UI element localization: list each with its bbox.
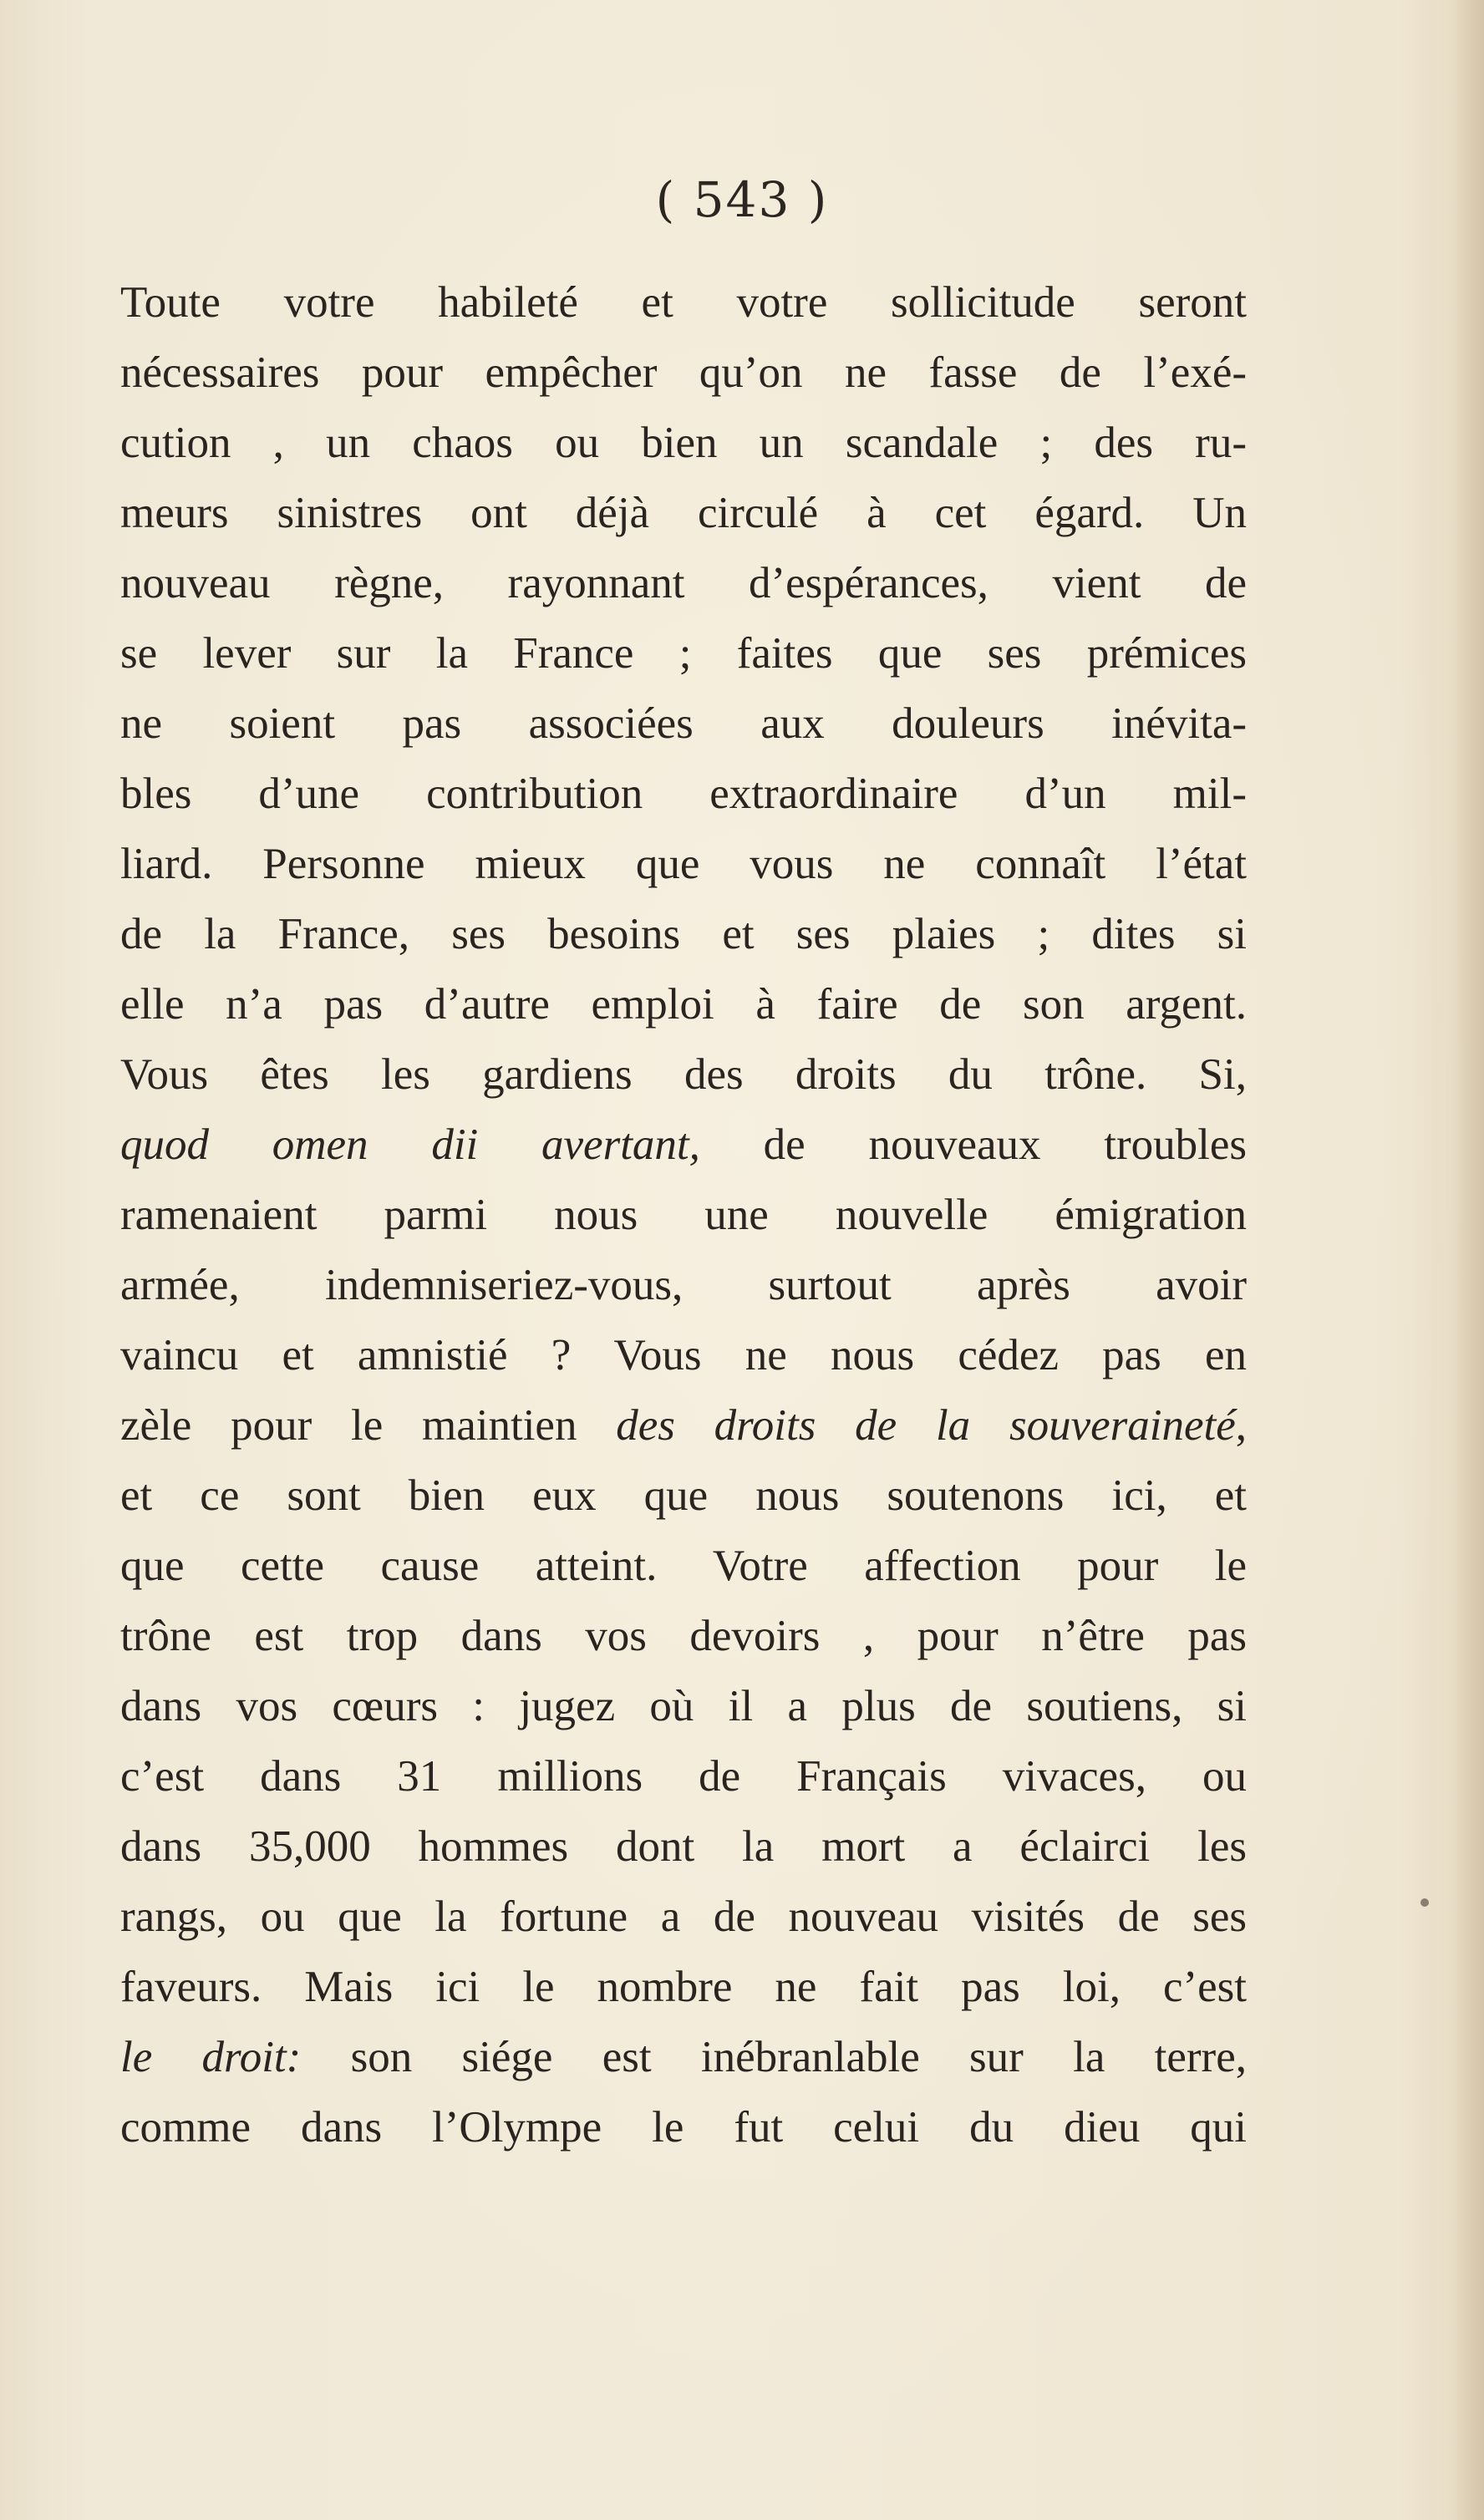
text-line: de la France, ses besoins et ses plaies ; dites si <box>120 910 1247 958</box>
text-line: bles d’une contribution extraordinaire d’un mil- <box>120 770 1247 818</box>
text-line: se lever sur la France ; faites que ses prémices <box>120 629 1247 678</box>
page-number: ( 543 ) <box>655 171 829 228</box>
text-line: nécessaires pour empêcher qu’on ne fasse de l’exé- <box>120 348 1247 397</box>
text-line: dans vos cœurs : jugez où il a plus de soutiens, si <box>120 1682 1247 1730</box>
italic-phrase: des droits de la souveraineté <box>616 1401 1236 1450</box>
text-line: faveurs. Mais ici le nombre ne fait pas loi, c’est <box>120 1963 1247 2011</box>
text-line: nouveau règne, rayonnant d’espérances, vient de <box>120 559 1247 607</box>
text-line: trône est trop dans vos devoirs , pour n’être pas <box>120 1612 1247 1660</box>
paper-speck <box>1420 1898 1429 1907</box>
text-segment: , <box>1235 1401 1247 1450</box>
text-line: Toute votre habileté et votre sollicitude seront <box>120 278 1247 327</box>
text-line: armée, indemniseriez-vous, surtout après avoir <box>120 1261 1247 1309</box>
text-line-mixed <box>120 1110 1247 1180</box>
text-line: dans 35,000 hommes dont la mort a éclairci les <box>120 1822 1247 1871</box>
text-line: ramenaient parmi nous une nouvelle émigration <box>120 1191 1247 1239</box>
text-line: que cette cause atteint. Votre affection pour le <box>120 1542 1247 1590</box>
text-line-mixed <box>120 2022 1247 2092</box>
text-segment: zèle pour le maintien <box>120 1401 617 1450</box>
text-line: comme dans l’Olympe le fut celui du dieu qui <box>120 2103 1247 2152</box>
text-line: c’est dans 31 millions de Français vivaces, ou <box>120 1752 1247 1801</box>
body-text <box>120 267 1247 2162</box>
text-line: rangs, ou que la fortune a de nouveau visités de ses <box>120 1893 1247 1941</box>
text-line: Vous êtes les gardiens des droits du trône. Si, <box>120 1050 1247 1099</box>
text-line: et ce sont bien eux que nous soutenons ici, et <box>120 1471 1247 1520</box>
text-line: meurs sinistres ont déjà circulé à cet égard. Un <box>120 489 1247 537</box>
text-line: vaincu et amnistié ? Vous ne nous cédez pas en <box>120 1331 1247 1379</box>
text-line: ne soient pas associées aux douleurs inévita- <box>120 699 1247 748</box>
text-line-mixed <box>120 1390 1247 1461</box>
italic-phrase: le droit: <box>120 2033 302 2081</box>
page-edge-shadow <box>1451 0 1484 2520</box>
text-segment: son siége est inébranlable sur la terre, <box>301 2033 1247 2081</box>
text-line: liard. Personne mieux que vous ne connaît l’état <box>120 840 1247 888</box>
text-segment: de nouveaux troubles <box>699 1120 1248 1169</box>
text-line: cution , un chaos ou bien un scandale ; des ru- <box>120 419 1247 467</box>
text-line: elle n’a pas d’autre emploi à faire de son argent. <box>120 980 1247 1029</box>
italic-latin-phrase: quod omen dii avertant, <box>120 1120 700 1169</box>
